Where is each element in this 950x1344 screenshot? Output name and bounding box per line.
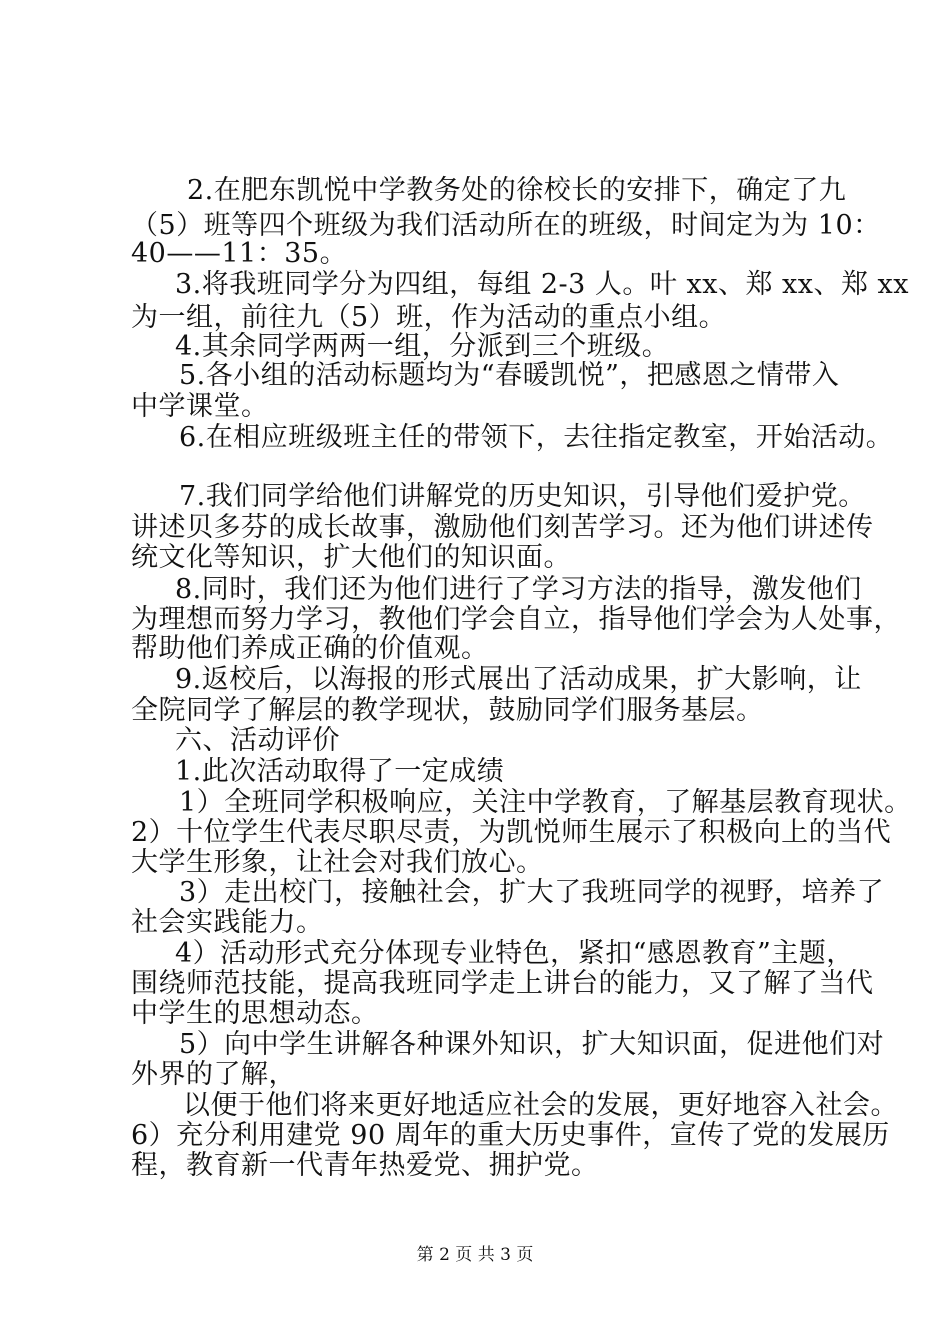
paragraph-line: 1）全班同学积极响应，关注中学教育，了解基层教育现状。 xyxy=(179,787,912,818)
paragraph-line: 3）走出校门，接触社会，扩大了我班同学的视野，培养了 xyxy=(179,877,885,908)
paragraph-line: 2.在肥东凯悦中学教务处的徐校长的安排下，确定了九 xyxy=(187,175,847,206)
paragraph-line: 1.此次活动取得了一定成绩 xyxy=(175,756,505,787)
paragraph-line: 以便于他们将来更好地适应社会的发展，更好地容入社会。 xyxy=(183,1090,898,1121)
paragraph-line: 9.返校后，以海报的形式展出了活动成果，扩大影响，让 xyxy=(175,664,862,695)
paragraph-line: 中学课堂。 xyxy=(131,391,269,422)
paragraph-line: （5）班等四个班级为我们活动所在的班级，时间定为为 10： xyxy=(131,210,881,241)
paragraph-line: 为一组，前往九（5）班，作为活动的重点小组。 xyxy=(131,302,727,333)
paragraph-line: 全院同学了解层的教学现状，鼓励同学们服务基层。 xyxy=(131,695,764,726)
paragraph-line: 5.各小组的活动标题均为“春暖凯悦”，把感恩之情带入 xyxy=(179,360,840,391)
paragraph-line: 8.同时，我们还为他们进行了学习方法的指导，激发他们 xyxy=(175,574,862,605)
paragraph-line: 2）十位学生代表尽职尽责，为凯悦师生展示了积极向上的当代 xyxy=(131,817,892,848)
paragraph-line: 讲述贝多芬的成长故事，激励他们刻苦学习。还为他们讲述传 xyxy=(131,512,874,543)
paragraph-line: 中学生的思想动态。 xyxy=(131,998,379,1029)
paragraph-line: 大学生形象，让社会对我们放心。 xyxy=(131,847,544,878)
paragraph-line: 外界的了解， xyxy=(131,1059,296,1090)
paragraph-line: 社会实践能力。 xyxy=(131,907,324,938)
paragraph-line: 6）充分利用建党 90 周年的重大历史事件，宣传了党的发展历 xyxy=(131,1120,890,1151)
section-heading: 六、活动评价 xyxy=(175,725,340,756)
paragraph-line: 帮助他们养成正确的价值观。 xyxy=(131,633,489,664)
paragraph-line: 4）活动形式充分体现专业特色，紧扣“感恩教育”主题， xyxy=(175,938,854,969)
paragraph-line: 4.其余同学两两一组，分派到三个班级。 xyxy=(175,331,670,362)
paragraph-line: 程，教育新一代青年热爱党、拥护党。 xyxy=(131,1150,599,1181)
paragraph-line: 7.我们同学给他们讲解党的历史知识，引导他们爱护党。 xyxy=(179,481,866,512)
page-number-footer: 第 2 页 共 3 页 xyxy=(416,1245,534,1265)
paragraph-line: 5）向中学生讲解各种课外知识，扩大知识面，促进他们对 xyxy=(179,1029,885,1060)
paragraph-line: 3.将我班同学分为四组，每组 2-3 人。叶 xx、郑 xx、郑 xx xyxy=(175,269,910,300)
paragraph-line: 统文化等知识，扩大他们的知识面。 xyxy=(131,542,571,573)
paragraph-line: 围绕师范技能，提高我班同学走上讲台的能力，又了解了当代 xyxy=(131,968,874,999)
paragraph-line: 40——11：35。 xyxy=(131,238,348,269)
paragraph-line: 6.在相应班级班主任的带领下，去往指定教室，开始活动。 xyxy=(179,422,894,453)
paragraph-line: 为理想而努力学习，教他们学会自立，指导他们学会为人处事， xyxy=(131,604,901,635)
